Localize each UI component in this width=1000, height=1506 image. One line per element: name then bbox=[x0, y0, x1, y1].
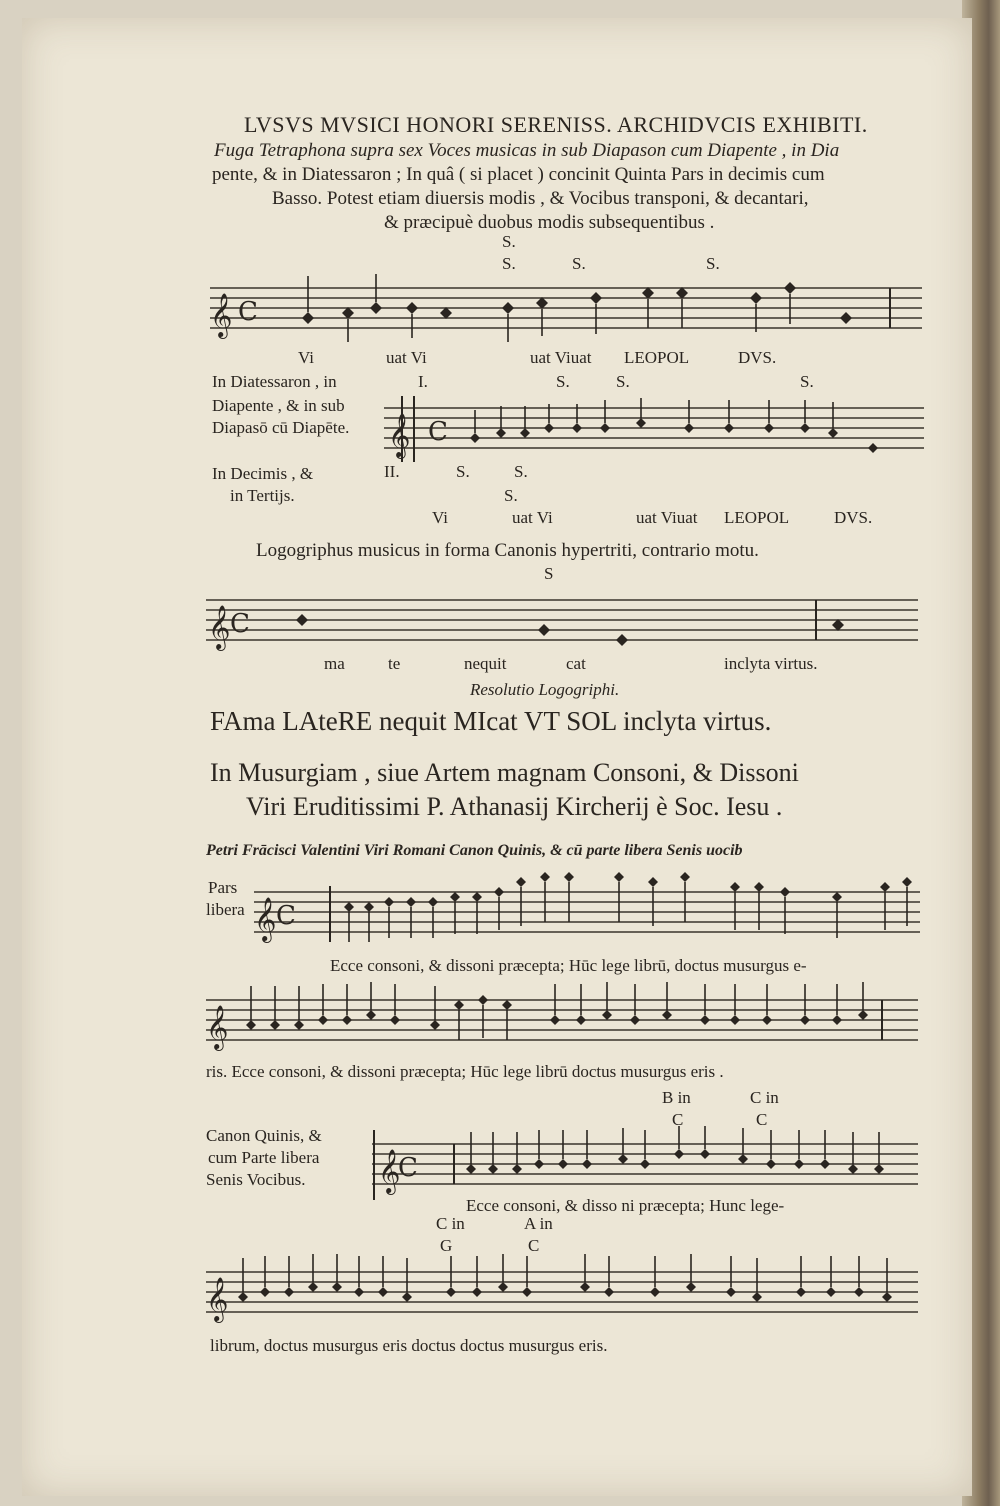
intro-line-1: Fuga Tetraphona supra sex Voces musicas in sub Diapason cum Diapente , in Dia bbox=[214, 140, 840, 161]
resolutio-heading: Resolutio Logogriphi. bbox=[470, 680, 620, 699]
meter-icon: C bbox=[428, 417, 448, 447]
musurgia-title-2: Viri Eruditissimi P. Athanasij Kircherij è Soc. Iesu . bbox=[246, 792, 783, 821]
lyric-1-2: uat Vi bbox=[386, 348, 427, 367]
staff-lines bbox=[206, 1000, 918, 1040]
mark-s-4: S. bbox=[706, 254, 720, 273]
mark-roman-1: I. bbox=[418, 372, 428, 391]
meter-icon: C bbox=[238, 297, 258, 327]
mark-c-3: C bbox=[528, 1236, 540, 1255]
mark-c-1: C bbox=[672, 1110, 684, 1129]
clef-icon: 𝄞 bbox=[378, 1149, 401, 1193]
logo-lyric-2: te bbox=[388, 654, 401, 673]
lyric-1-5: DVS. bbox=[738, 348, 777, 367]
musurgia-title-1: In Musurgiam , siue Artem magnam Consoni, & Dissoni bbox=[210, 758, 799, 787]
clef-icon: 𝄞 bbox=[254, 897, 277, 941]
clef-icon: 𝄞 bbox=[206, 1277, 229, 1321]
musurgia-lyric-1: Ecce consoni, & dissoni præcepta; Hūc lege librū, doctus musurgus e- bbox=[330, 956, 807, 975]
intro-line-2: pente, & in Diatessaron ; In quâ ( si placet ) concinit Quinta Pars in decimis cum bbox=[212, 164, 825, 185]
music-staff-1 bbox=[210, 284, 922, 344]
logo-lyric-1: ma bbox=[324, 654, 345, 673]
music-staff-3 bbox=[206, 596, 918, 652]
logo-lyric-4: cat bbox=[566, 654, 586, 673]
logogriphus-title: Logogriphus musicus in forma Canonis hypertriti, contrario motu. bbox=[256, 540, 759, 561]
mark-c-in: C in bbox=[750, 1088, 779, 1107]
mark-s-3: S. bbox=[572, 254, 586, 273]
mark-s-5: S. bbox=[556, 372, 570, 391]
musurgia-lyric-2: ris. Ecce consoni, & dissoni præcepta; Hūc lege librū doctus musurgus eris . bbox=[206, 1062, 724, 1081]
canon-label-3: Senis Vocibus. bbox=[206, 1170, 306, 1189]
musurgia-lyric-4: librum, doctus musurgus eris doctus doctus musurgus eris. bbox=[210, 1336, 608, 1355]
clef-icon: 𝄞 bbox=[210, 293, 233, 337]
mark-s-7: S. bbox=[800, 372, 814, 391]
label-diatessaron-1: In Diatessaron , in bbox=[212, 372, 337, 391]
mark-s-8: S. bbox=[456, 462, 470, 481]
meter-icon: C bbox=[276, 901, 296, 931]
lyric-1-1: Vi bbox=[298, 348, 314, 367]
mark-g: G bbox=[440, 1236, 453, 1255]
staff-lines bbox=[206, 600, 918, 640]
music-staff-4 bbox=[254, 886, 920, 946]
mark-s-10: S. bbox=[504, 486, 518, 505]
notes bbox=[470, 398, 878, 453]
clef-icon: 𝄞 bbox=[206, 1005, 229, 1049]
lyric-2-1: Vi bbox=[432, 508, 448, 527]
clef-icon: 𝄞 bbox=[208, 605, 231, 649]
lyric-1-3: uat Viuat bbox=[530, 348, 592, 367]
mark-roman-2: II. bbox=[384, 462, 400, 481]
musurgia-lyric-3: Ecce consoni, & disso ni præcepta; Hunc lege- bbox=[466, 1196, 785, 1215]
logo-lyric-3: nequit bbox=[464, 654, 507, 673]
music-staff-7 bbox=[206, 1266, 918, 1328]
label-diatessaron-3: Diapasō cū Diapēte. bbox=[212, 418, 350, 437]
pars-label: Pars bbox=[208, 878, 238, 897]
canon-label-2: cum Parte libera bbox=[208, 1148, 320, 1167]
staff-lines bbox=[210, 288, 922, 328]
mark-s-11: S bbox=[544, 564, 554, 583]
music-staff-2 bbox=[384, 404, 924, 460]
clef-icon: 𝄞 bbox=[388, 413, 411, 457]
mark-s-2: S. bbox=[502, 254, 516, 273]
mark-c-in-2: C in bbox=[436, 1214, 465, 1233]
mark-s-6: S. bbox=[616, 372, 630, 391]
canon-label-1: Canon Quinis, & bbox=[206, 1126, 322, 1145]
label-decimis-2: in Tertijs. bbox=[230, 486, 295, 505]
label-diatessaron-2: Diapente , & in sub bbox=[212, 396, 345, 415]
staff-lines bbox=[254, 892, 920, 932]
lyric-2-2: uat Vi bbox=[512, 508, 553, 527]
composer-line: Petri Frācisci Valentini Viri Romani Canon Quinis, & cū parte libera Senis uocib bbox=[206, 842, 743, 859]
libera-label: libera bbox=[206, 900, 245, 919]
music-staff-5 bbox=[206, 994, 918, 1056]
music-staff-6 bbox=[372, 1138, 918, 1200]
lyric-2-4: LEOPOL bbox=[724, 508, 790, 527]
mark-a-in: A in bbox=[524, 1214, 553, 1233]
meter-icon: C bbox=[398, 1153, 418, 1183]
mark-s-1: S. bbox=[502, 232, 516, 251]
mark-c-2: C bbox=[756, 1110, 768, 1129]
intro-line-4: & præcipuè duobus modis subsequentibus . bbox=[384, 212, 715, 233]
logo-lyric-5: inclyta virtus. bbox=[724, 654, 818, 673]
lyric-2-3: uat Viuat bbox=[636, 508, 698, 527]
motto: FAma LAteRE nequit MIcat VT SOL inclyta virtus. bbox=[210, 706, 772, 736]
meter-icon: C bbox=[230, 609, 250, 639]
staff-lines bbox=[384, 408, 924, 448]
page-title: LVSVS MVSICI HONORI SERENISS. ARCHIDVCIS EXHIBITI. bbox=[244, 112, 868, 137]
mark-s-9: S. bbox=[514, 462, 528, 481]
lyric-1-4: LEOPOL bbox=[624, 348, 690, 367]
intro-line-3: Basso. Potest etiam diuersis modis , & Vocibus transponi, & decantari, bbox=[272, 188, 809, 209]
lyric-2-5: DVS. bbox=[834, 508, 873, 527]
label-decimis-1: In Decimis , & bbox=[212, 464, 314, 483]
mark-b-in: B in bbox=[662, 1088, 691, 1107]
